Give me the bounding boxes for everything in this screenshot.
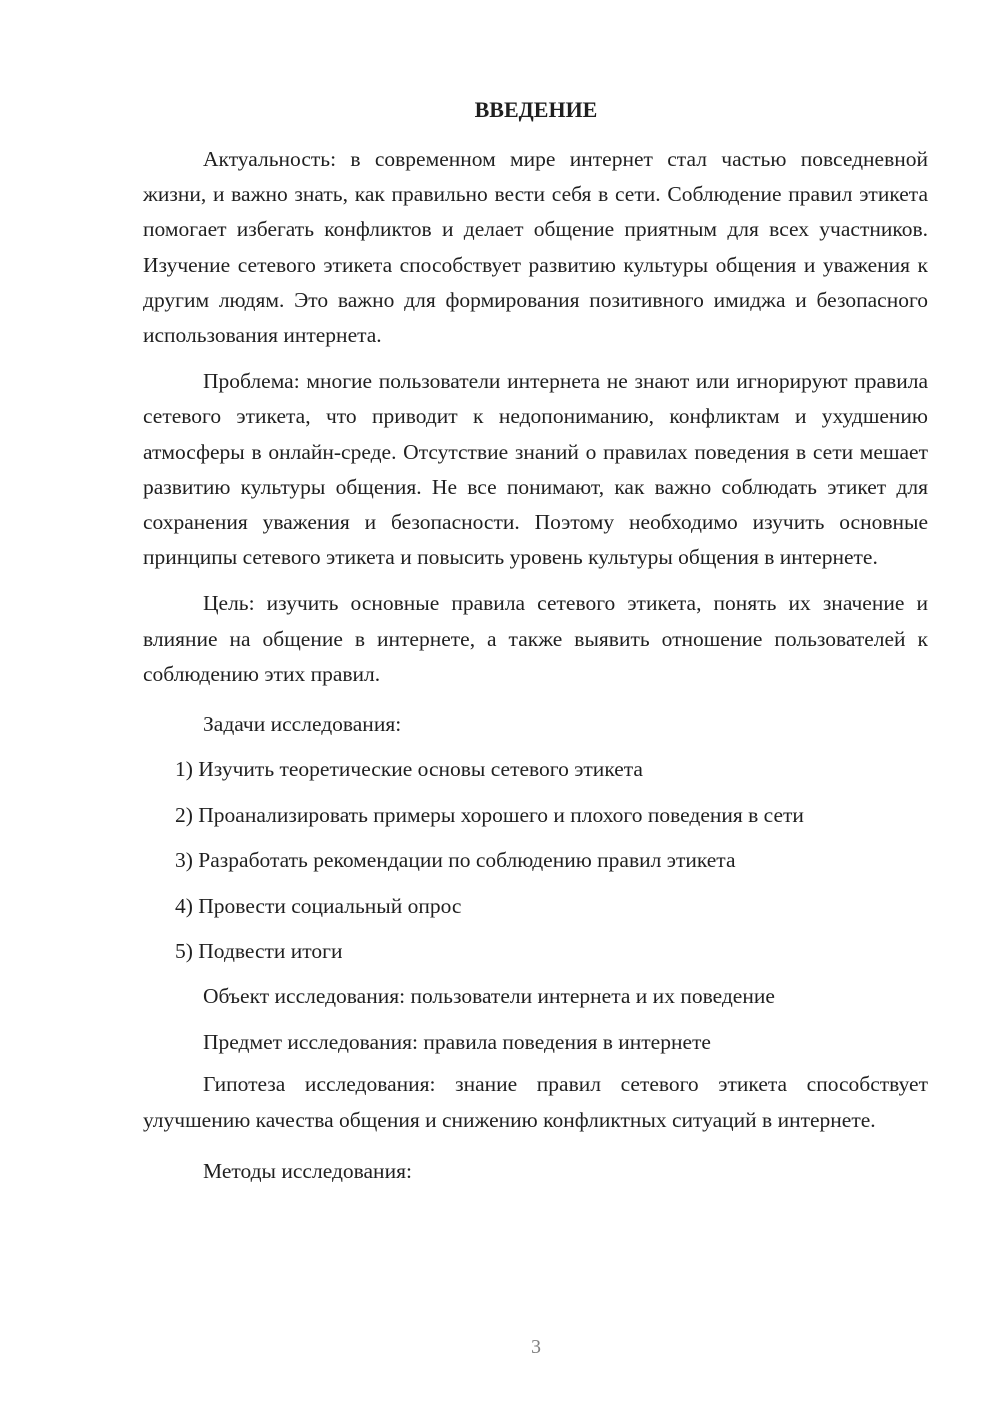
body-text bbox=[143, 142, 928, 1194]
section-title: ВВЕДЕНИЕ bbox=[474, 97, 598, 122]
research-object: Объект исследования: пользователи интернета и их поведение bbox=[203, 984, 775, 1009]
task-item: 5) Подвести итоги bbox=[175, 939, 343, 964]
task-item: 3) Разработать рекомендации по соблюдению правил этикета bbox=[175, 848, 736, 873]
task-item: 1) Изучить теоретические основы сетевого этикета bbox=[175, 757, 643, 782]
problem-paragraph: Проблема: многие пользователи интернета не знают или игнорируют правила сетевого этикета, что приводит к недопониманию, конфликтам и ухудшению атмосферы в онлайн-среде. Отсутствие знаний о правилах поведения в сети мешает развитию культуры общения. Не все понимают, как важно соблюдать этикет для сохранения уважения и безопасности. Поэтому необходимо изучить основные принципы сетевого этикета и повысить уровень культуры общения в интернете. bbox=[143, 369, 928, 570]
page-number: 3 bbox=[531, 1336, 541, 1358]
tasks-heading: Задачи исследования: bbox=[203, 712, 402, 737]
methods-heading: Методы исследования: bbox=[203, 1158, 412, 1183]
goal-paragraph: Цель: изучить основные правила сетевого этикета, понять их значение и влияние на общение в интернете, а также выявить отношение пользователей к соблюдению этих правил. bbox=[143, 591, 928, 686]
task-item: 4) Провести социальный опрос bbox=[175, 893, 462, 918]
relevance-paragraph: Актуальность: в современном мире интернет стал частью повседневной жизни, и важно знать, как правильно вести себя в сети. Соблюдение правил этикета помогает избегать конфликтов и делает общение приятным для всех участников. Изучение сетевого этикета способствует развитию культуры общения и уважения к другим людям. Это важно для формирования позитивного имиджа и безопасного использования интернета. bbox=[143, 147, 928, 348]
hypothesis-paragraph: Гипотеза исследования: знание правил сетевого этикета способствует улучшению качества общения и снижению конфликтных ситуаций в интернете. bbox=[143, 1072, 928, 1132]
task-item: 2) Проанализировать примеры хорошего и плохого поведения в сети bbox=[175, 802, 804, 827]
research-subject: Предмет исследования: правила поведения в интернете bbox=[203, 1029, 711, 1054]
